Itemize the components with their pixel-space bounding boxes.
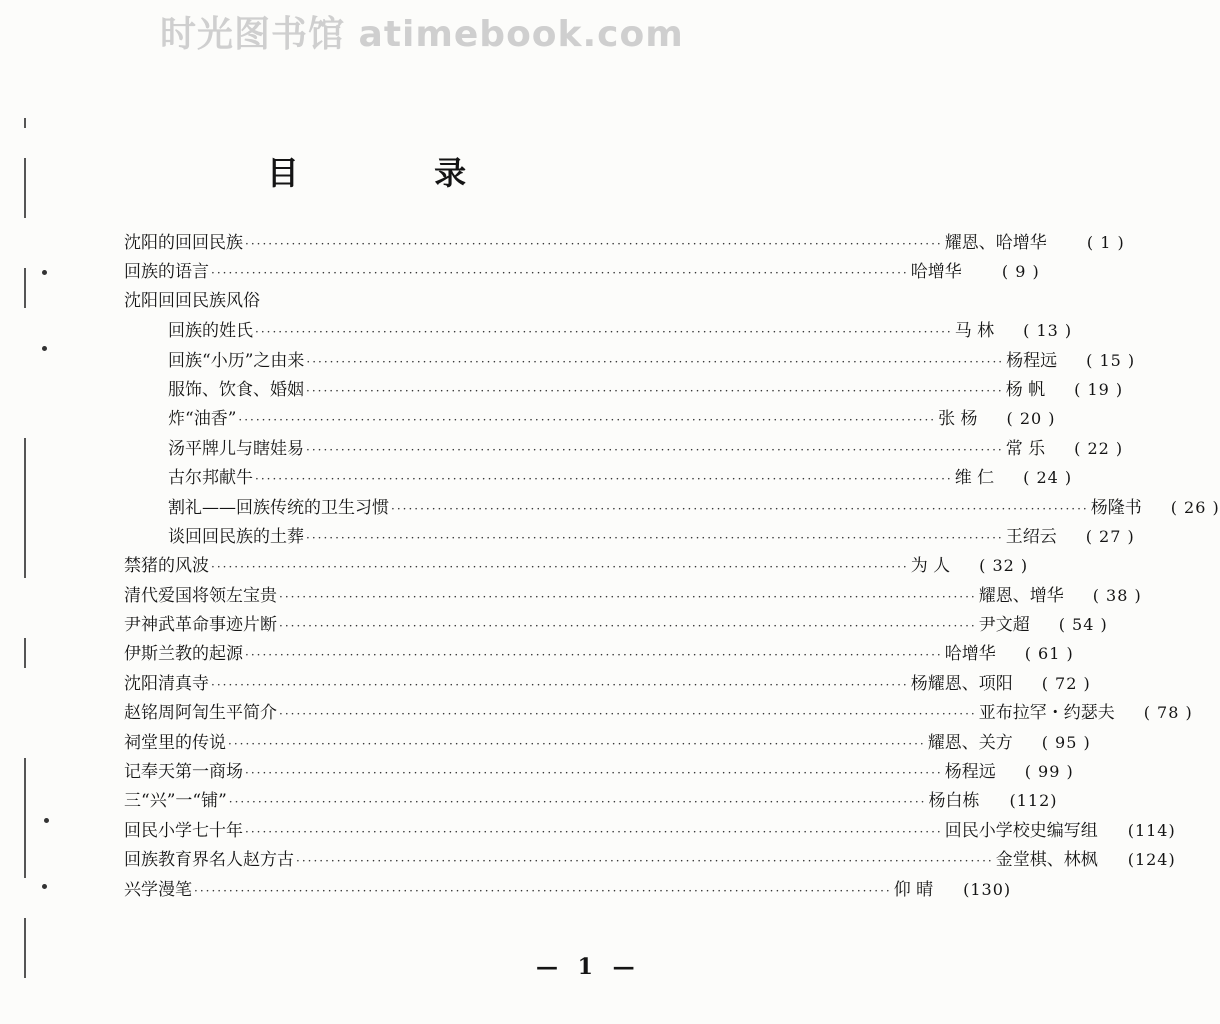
dot-leader: ························································································································ — [255, 472, 953, 487]
dot-leader: ························································································································ — [245, 237, 943, 251]
toc-entry-author: 维 仁 — [954, 468, 995, 489]
toc-entry-page: ( 15 ) — [1086, 350, 1136, 370]
toc-entry-author: 杨 帆 — [1005, 379, 1046, 400]
toc-entry-author: 杨隆书 — [1090, 497, 1142, 518]
toc-entry-title: 服饰、饮食、婚姻 — [168, 379, 304, 400]
toc-entry — [124, 610, 1108, 639]
toc-entry — [124, 639, 1074, 668]
toc-entry-title: 祠堂里的传说 — [124, 732, 226, 753]
toc-entry — [124, 493, 1220, 522]
toc-entry-title: 赵铭周阿訇生平简介 — [124, 703, 277, 724]
toc-entry-page: ( 13 ) — [1023, 321, 1073, 341]
toc-entry-page: ( 99 ) — [1024, 762, 1074, 782]
toc-entry-page: ( 32 ) — [979, 556, 1029, 576]
page-number: — 1 — — [536, 954, 641, 980]
dot-leader: ························································································································ — [306, 383, 1004, 398]
page-title: 目 录 — [266, 154, 529, 192]
toc-entry — [124, 728, 1091, 757]
toc-entry — [124, 316, 1073, 345]
toc-entry-author: 杨程远 — [1006, 350, 1058, 371]
dot-leader: ························································································································ — [211, 677, 909, 692]
toc-entry-title: 炸“油香” — [168, 409, 237, 430]
dot-leader: ························································································································ — [245, 824, 943, 839]
toc-entry-title: 汤平牌儿与瞎娃易 — [168, 438, 304, 459]
toc-entry — [124, 757, 1074, 786]
toc-entry-page: ( 20 ) — [1006, 409, 1056, 429]
toc-entry — [124, 375, 1124, 404]
toc-entry — [124, 287, 652, 316]
dot-leader: ························································································································ — [245, 766, 943, 781]
toc-entry-page: (124) — [1127, 850, 1176, 870]
toc-entry-title: 回族教育界名人赵方古 — [124, 850, 294, 871]
toc-entry-author: 杨程远 — [944, 762, 996, 783]
dot-leader: ························································································································ — [211, 560, 909, 575]
dot-leader: ························································································································ — [255, 325, 953, 340]
toc-entry-author: 仰 晴 — [893, 879, 934, 900]
toc-entry — [124, 346, 1136, 375]
toc-entry-page: ( 72 ) — [1041, 673, 1091, 693]
toc-entry-title: 沈阳清真寺 — [124, 673, 209, 694]
toc-entry — [124, 581, 1142, 610]
dot-leader: ························································································································ — [211, 266, 909, 281]
dot-leader: ························································································································ — [306, 442, 1004, 457]
toc-entry-author: 耀恩、关方 — [927, 732, 1013, 753]
toc-entry-page: (114) — [1127, 820, 1176, 840]
toc-entry-page: ( 38 ) — [1092, 585, 1142, 605]
toc-entry-title: 割礼——回族传统的卫生习惯 — [168, 497, 389, 518]
toc-entry-page: ( 95 ) — [1041, 732, 1091, 752]
toc-entry — [124, 434, 1124, 463]
toc-entry — [124, 786, 1058, 815]
toc-entry-author: 杨耀恩、项阳 — [910, 673, 1013, 694]
toc-entry-page: ( 26 ) — [1170, 497, 1220, 517]
toc-entry-title: 清代爱国将领左宝贵 — [124, 585, 277, 606]
toc-entry-page: ( 54 ) — [1058, 615, 1108, 635]
toc-entry — [124, 875, 1012, 904]
toc-entry-title: 回民小学七十年 — [124, 820, 243, 841]
toc-entry-author: 马 林 — [954, 321, 995, 342]
dot-leader: ························································································································ — [391, 501, 1089, 516]
toc-entry-page: ( 9 ) — [1001, 262, 1040, 282]
toc-entry — [124, 845, 1176, 874]
toc-entry — [124, 404, 1056, 433]
dot-leader: ························································································································ — [279, 619, 977, 634]
toc-entry-page: (130) — [963, 879, 1012, 899]
toc-entry — [124, 669, 1091, 698]
dot-leader: ························································································································ — [279, 589, 977, 604]
toc-entry-title: 禁猪的风波 — [124, 556, 209, 577]
toc-entry-author: 王绍云 — [1005, 526, 1057, 547]
toc-entry-author: 回民小学校史编写组 — [944, 820, 1098, 841]
toc-entry-author: 耀恩、增华 — [978, 585, 1064, 606]
toc-entry-title: 尹神武革命事迹片断 — [124, 615, 277, 636]
toc-entry-page: ( 1 ) — [1086, 233, 1125, 252]
toc-entry-author: 亚布拉罕・约瑟夫 — [978, 703, 1115, 724]
toc-entry-title: 兴学漫笔 — [124, 879, 192, 900]
toc-entry-title: 沈阳的回回民族 — [124, 233, 243, 253]
toc-entry-author: 哈增华 — [910, 262, 962, 283]
dot-leader: ························································································································ — [238, 413, 937, 428]
toc-entry — [124, 257, 1040, 286]
toc-entry-author: 杨白栋 — [928, 791, 980, 812]
binding-edge — [18, 118, 32, 978]
toc-entry-author: 为 人 — [910, 556, 951, 577]
toc-entry — [124, 463, 1073, 492]
dot-leader: ························································································································ — [296, 854, 994, 869]
toc-entry-author: 尹文超 — [978, 615, 1030, 636]
dot-leader: ························································································································ — [194, 883, 892, 898]
toc-entry-page: ( 22 ) — [1074, 438, 1124, 458]
toc-entry — [124, 816, 1176, 845]
toc-entry — [124, 522, 1135, 551]
dot-leader: ························································································································ — [306, 354, 1005, 369]
dot-leader: ························································································································ — [306, 530, 1004, 545]
toc-entry-author: 常 乐 — [1005, 438, 1046, 459]
toc-entry-title: 三“兴”一“铺” — [124, 791, 227, 812]
toc-entry-author: 金堂棋、林枫 — [995, 850, 1098, 871]
toc-entry-page: (112) — [1009, 791, 1058, 811]
dot-leader: ························································································································ — [228, 736, 926, 751]
toc-entry-author: 耀恩、哈增华 — [944, 233, 1047, 253]
toc-entry-title: 伊斯兰教的起源 — [124, 644, 243, 665]
toc-entry-author: 哈增华 — [944, 644, 996, 665]
toc-entry-title: 古尔邦献牛 — [168, 468, 253, 489]
toc-entry — [124, 698, 1193, 727]
dot-leader: ························································································································ — [279, 707, 977, 722]
toc-entry-page: ( 61 ) — [1024, 644, 1074, 664]
table-of-contents — [124, 228, 1220, 904]
toc-entry-page: ( 78 ) — [1143, 703, 1193, 723]
toc-entry-title: 谈回回民族的土葬 — [168, 526, 304, 547]
toc-entry-title: 沈阳回回民族风俗 — [124, 290, 260, 311]
toc-entry-page: ( 27 ) — [1085, 526, 1135, 546]
toc-entry-page: ( 24 ) — [1023, 468, 1073, 488]
toc-entry — [124, 228, 1125, 257]
toc-entry-title: 回族“小历”之由来 — [168, 350, 305, 371]
toc-entry-title: 回族的语言 — [124, 262, 209, 283]
toc-entry — [124, 551, 1029, 580]
dot-leader: ························································································································ — [245, 648, 943, 663]
toc-entry-author: 张 杨 — [938, 409, 978, 430]
toc-entry-title: 记奉天第一商场 — [124, 762, 243, 783]
toc-entry-title: 回族的姓氏 — [168, 321, 253, 342]
toc-entry-page: ( 19 ) — [1074, 379, 1124, 399]
watermark: 时光图书馆 atimebook.com — [160, 14, 684, 55]
dot-leader: ························································································································ — [228, 795, 927, 810]
